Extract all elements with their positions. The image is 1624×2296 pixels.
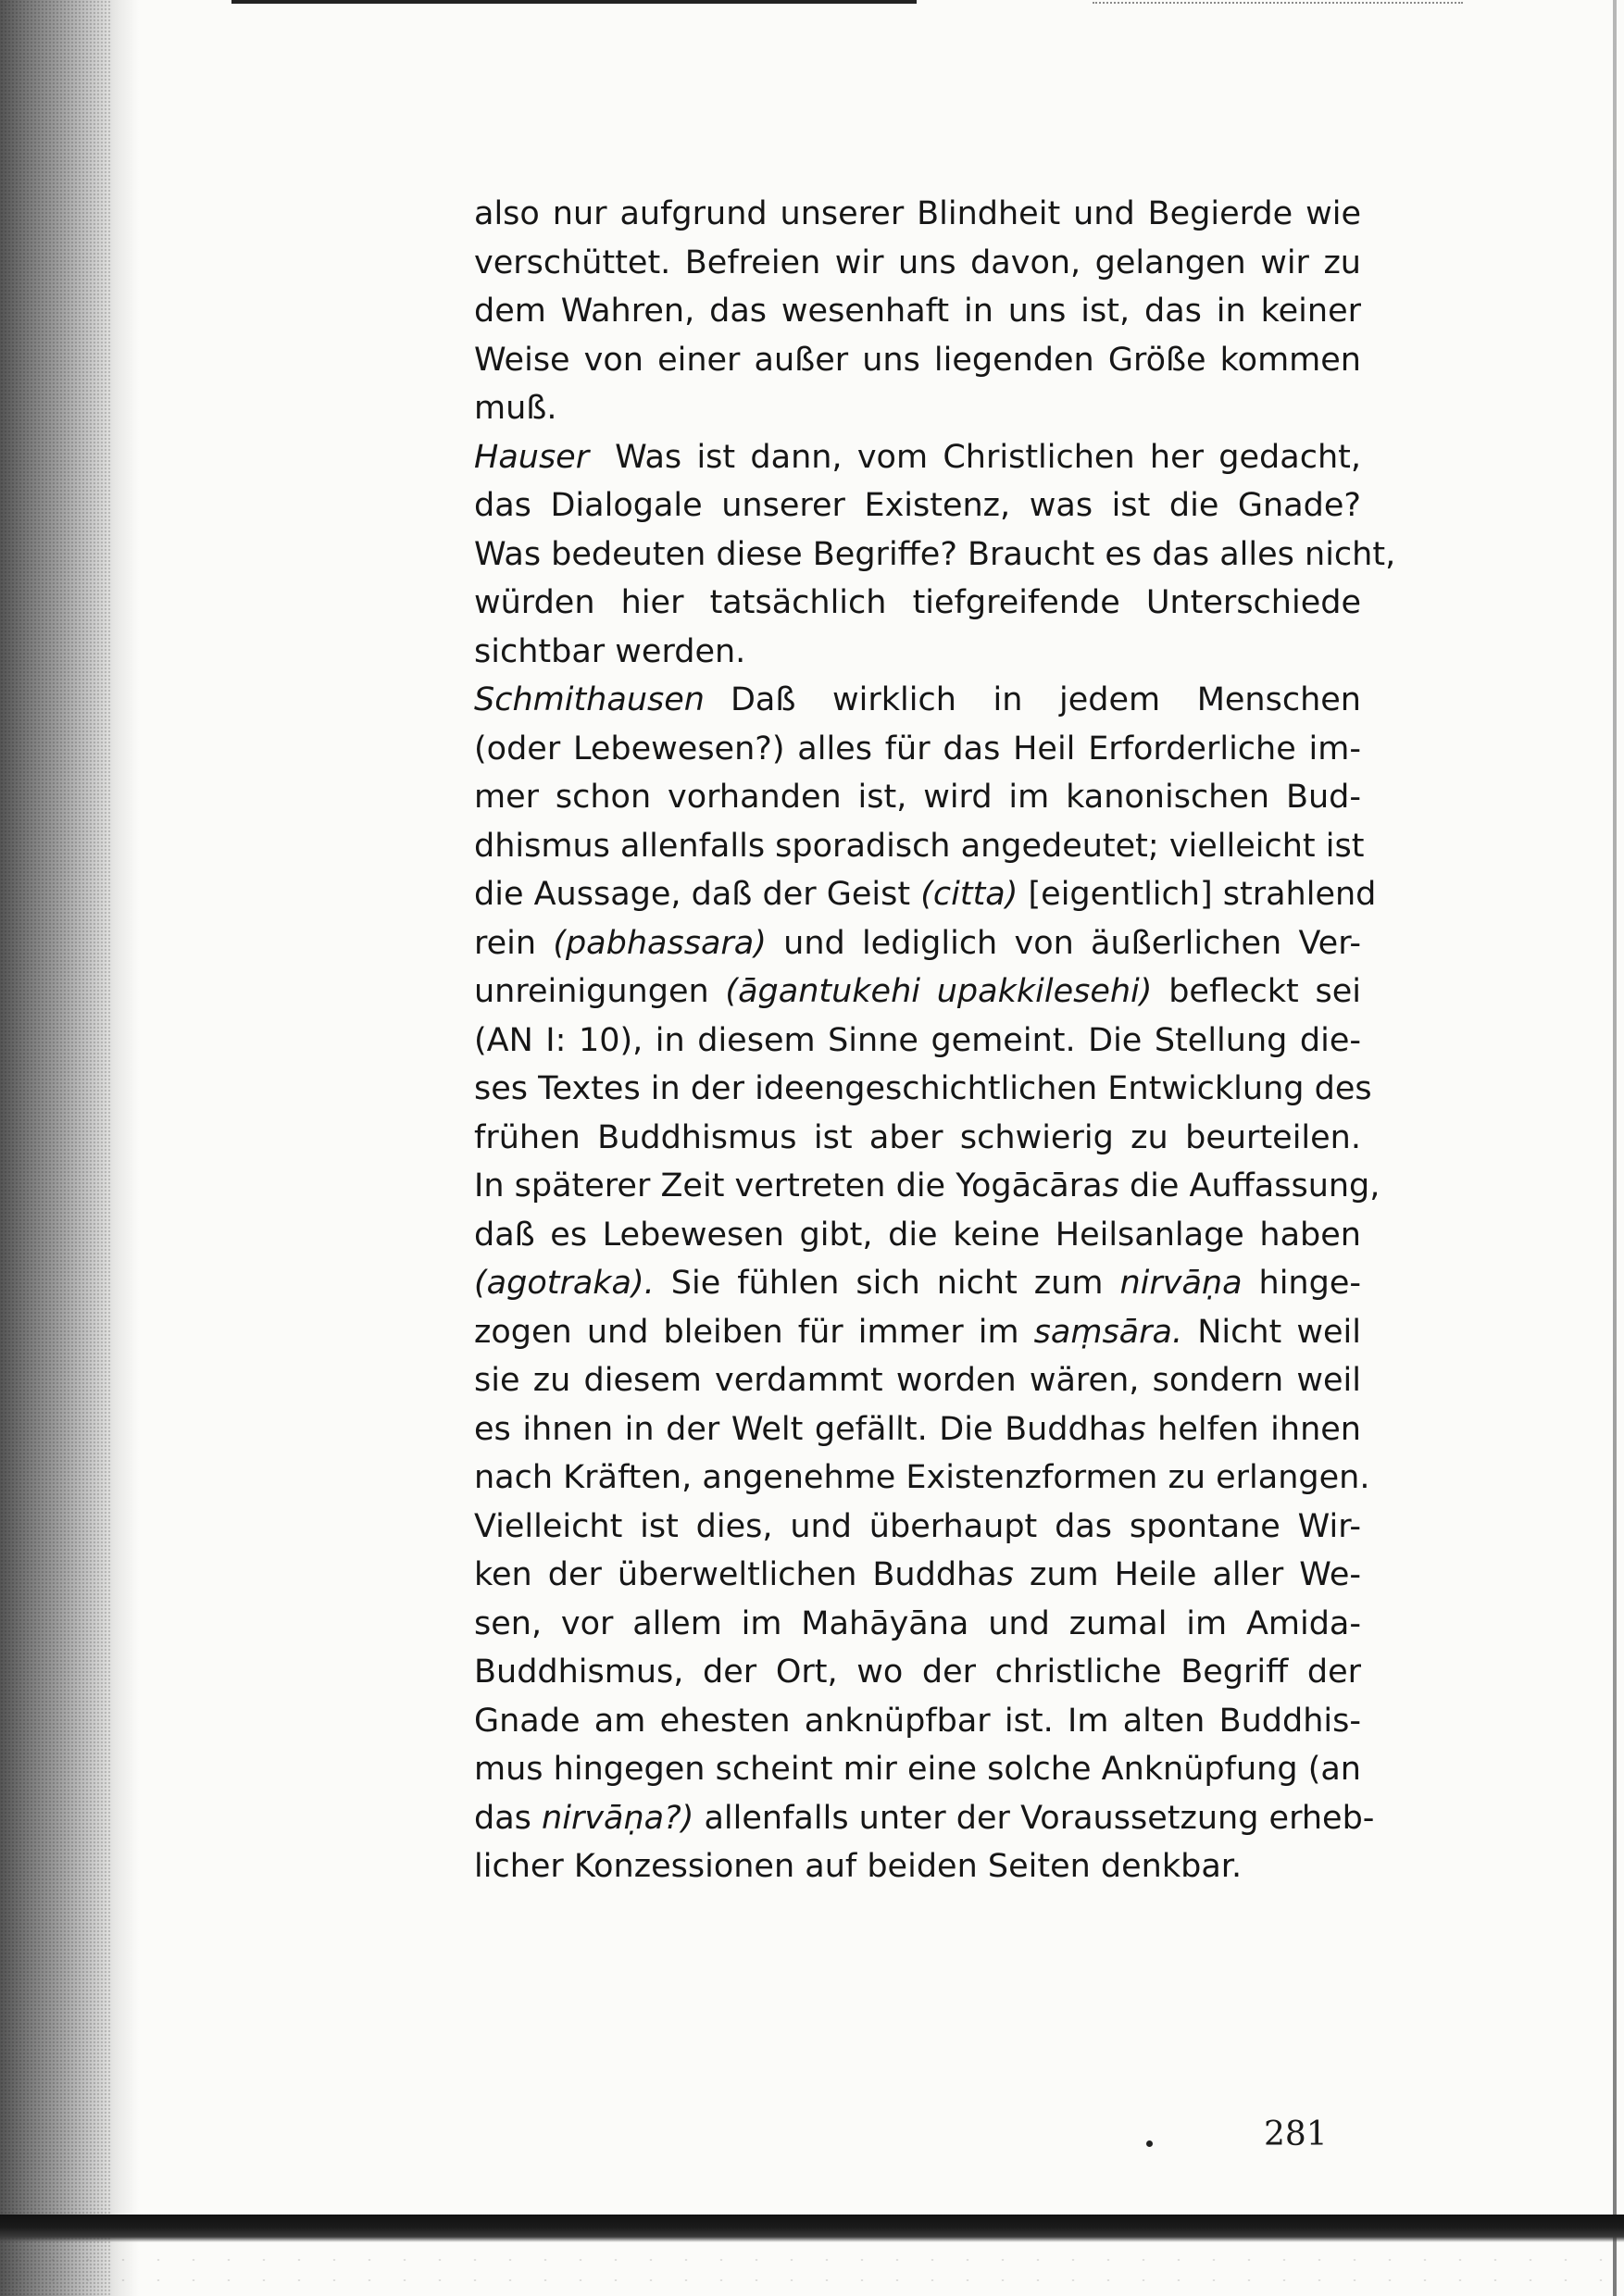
text-line: mer schon vorhanden ist, wird im kanonischen Bud- bbox=[474, 779, 1361, 816]
text-line: muß. bbox=[474, 390, 557, 427]
text-line: sie zu diesem verdammt worden wären, sondern weil bbox=[474, 1362, 1361, 1399]
text-line: die Aussage, daß der Geist (citta) [eigentlich] strahlend bbox=[474, 876, 1377, 913]
speaker-name: Hauser bbox=[474, 438, 590, 476]
text-line: sen, vor allem im Mahāyāna und zumal im Amida- bbox=[474, 1604, 1361, 1642]
text-line: sichtbar werden. bbox=[474, 632, 746, 670]
text-line: mus hingegen scheint mir eine solche Anknüpfung (an bbox=[474, 1751, 1361, 1788]
text-line: ses Textes in der ideengeschichtlichen Entwicklung des bbox=[474, 1070, 1372, 1107]
text-line: das nirvāṇa?) allenfalls unter der Voraussetzung erheb- bbox=[474, 1799, 1375, 1837]
speaker-name: Schmithausen bbox=[474, 681, 705, 718]
text-line: (oder Lebewesen?) alles für das Heil Erforderliche im- bbox=[474, 730, 1361, 767]
text-line: rein (pabhassara) und lediglich von äußerlichen Ver- bbox=[474, 924, 1361, 962]
text-line: dhismus allenfalls sporadisch angedeutet; vielleicht ist bbox=[474, 827, 1365, 865]
text-line: frühen Buddhismus ist aber schwierig zu beurteilen. bbox=[474, 1118, 1361, 1156]
body-text bbox=[474, 190, 1396, 1891]
text-line: Gnade am ehesten anknüpfbar ist. Im alten Buddhis- bbox=[474, 1702, 1361, 1740]
text-line: nach Kräften, angenehme Existenzformen zu erlangen. bbox=[474, 1459, 1370, 1496]
text-line: daß es Lebewesen gibt, die keine Heilsanlage haben bbox=[474, 1216, 1361, 1254]
text-line: Was bedeuten diese Begriffe? Braucht es das alles nicht, bbox=[474, 535, 1396, 573]
text-line: Hauser Was ist dann, vom Christlichen her gedacht, bbox=[474, 438, 1361, 476]
scan-top-edge-faint bbox=[1093, 2, 1463, 6]
text-line: also nur aufgrund unserer Blindheit und Begierde wie bbox=[474, 195, 1361, 232]
text-line: Weise von einer außer uns liegenden Größe kommen bbox=[474, 341, 1361, 379]
text-line: ken der überweltlichen Buddhas zum Heile aller We- bbox=[474, 1556, 1361, 1593]
scan-bottom-noise bbox=[0, 2250, 1624, 2287]
text-line: verschüttet. Befreien wir uns davon, gelangen wir zu bbox=[474, 243, 1361, 281]
text-line: (AN I: 10), in diesem Sinne gemeint. Die Stellung die- bbox=[474, 1021, 1361, 1059]
text-line: das Dialogale unserer Existenz, was ist die Gnade? bbox=[474, 487, 1361, 524]
text-line: In späterer Zeit vertreten die Yogācāras die Auffassung, bbox=[474, 1167, 1380, 1204]
scan-top-edge bbox=[231, 0, 917, 4]
text-line: zogen und bleiben für immer im saṃsāra. Nicht weil bbox=[474, 1313, 1361, 1351]
text-line: dem Wahren, das wesenhaft in uns ist, das in keiner bbox=[474, 293, 1361, 330]
text-line: (agotraka). Sie fühlen sich nicht zum nirvāṇa hinge- bbox=[474, 1265, 1361, 1302]
text-line: Schmithausen Daß wirklich in jedem Menschen bbox=[474, 681, 1361, 718]
scan-bottom-edge bbox=[0, 2215, 1624, 2242]
text-line: es ihnen in der Welt gefällt. Die Buddhas helfen ihnen bbox=[474, 1410, 1361, 1448]
scan-binding-texture bbox=[0, 0, 111, 2296]
text-line: würden hier tatsächlich tiefgreifende Unterschiede bbox=[474, 584, 1361, 621]
scan-right-edge bbox=[1613, 0, 1617, 2296]
text-line: Vielleicht ist dies, und überhaupt das spontane Wir- bbox=[474, 1507, 1361, 1545]
text-line: Buddhismus, der Ort, wo der christliche Begriff der bbox=[474, 1653, 1361, 1691]
scan-speck bbox=[1146, 2140, 1153, 2147]
text-line: unreinigungen (āgantukehi upakkilesehi) befleckt sei bbox=[474, 973, 1361, 1010]
text-line: licher Konzessionen auf beiden Seiten denkbar. bbox=[474, 1848, 1243, 1885]
page-number: 281 bbox=[1264, 2115, 1328, 2153]
